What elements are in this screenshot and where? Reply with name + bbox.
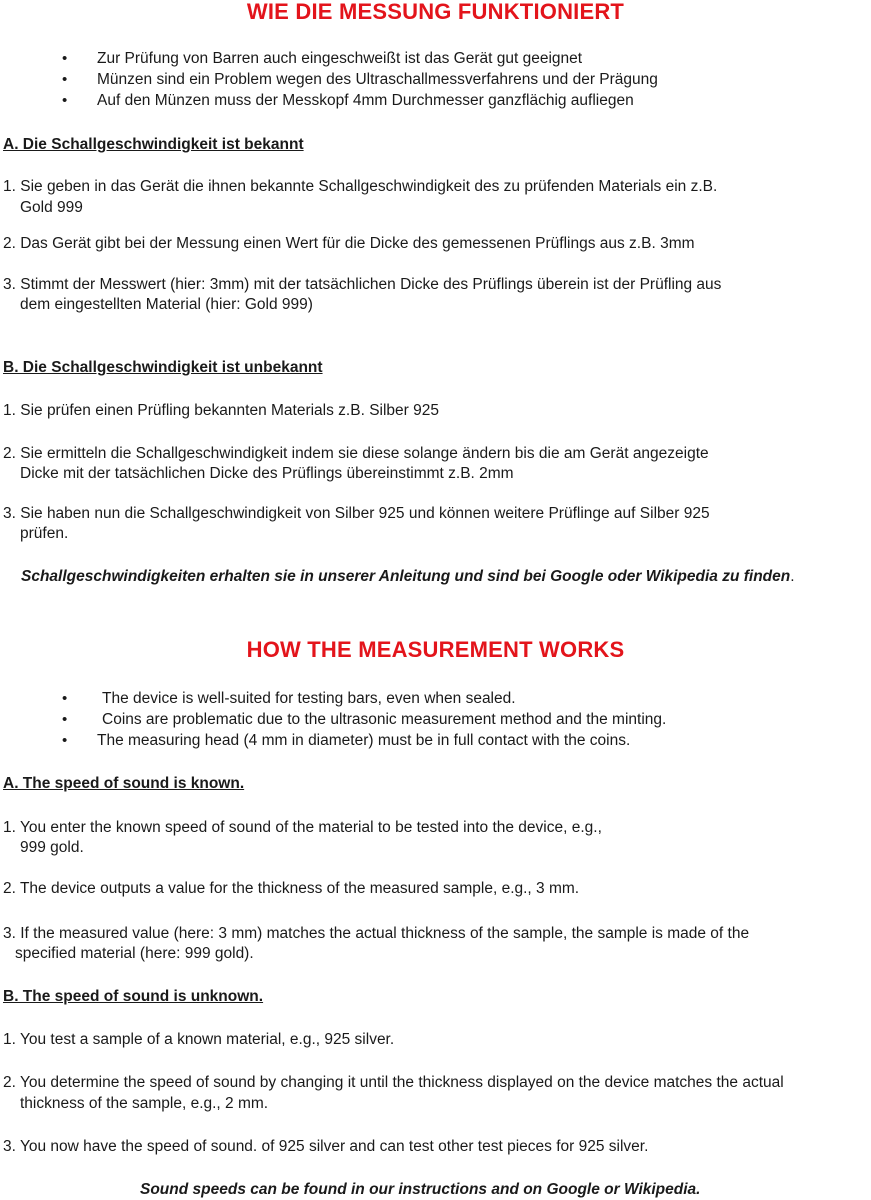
bullet-icon: •	[62, 690, 68, 707]
bullet-icon: •	[62, 92, 68, 109]
en-section-a-heading: A. The speed of sound is known.	[3, 775, 245, 792]
de-a-item-1: 1. Sie geben in das Gerät die ihnen bekannte Schallgeschwindigkeit des zu prüfenden Materials ein z.B.	[3, 178, 718, 195]
en-a-item-1: 1. You enter the known speed of sound of the material to be tested into the device, e.g.,	[3, 819, 602, 836]
de-note-end: .	[790, 568, 795, 585]
de-b-item-1: 1. Sie prüfen einen Prüfling bekannten Materials z.B. Silber 925	[3, 402, 439, 419]
de-a-item-1-cont: Gold 999	[20, 199, 83, 216]
bullet-icon: •	[62, 732, 68, 749]
en-a-item-2: 2. The device outputs a value for the thickness of the measured sample, e.g., 3 mm.	[3, 880, 580, 897]
de-a-item-3: 3. Stimmt der Messwert (hier: 3mm) mit der tatsächlichen Dicke des Prüflings überein ist der Prüfling aus	[3, 276, 722, 293]
de-note	[21, 567, 795, 587]
en-a-item-3: 3. If the measured value (here: 3 mm) matches the actual thickness of the sample, the sample is made of the	[3, 925, 750, 942]
de-b-item-3: 3. Sie haben nun die Schallgeschwindigkeit von Silber 925 und können weitere Prüflinge auf Silber 925	[3, 505, 710, 522]
de-b-item-3-cont: prüfen.	[20, 525, 69, 542]
de-note-text: Schallgeschwindigkeiten erhalten sie in unserer Anleitung und sind bei Google oder Wikipedia zu finden	[21, 568, 791, 585]
bullet-icon: •	[62, 711, 68, 728]
en-a-item-1-cont: 999 gold.	[20, 839, 84, 856]
bullet-icon: •	[62, 71, 68, 88]
en-bullet-3: The measuring head (4 mm in diameter) must be in full contact with the coins.	[97, 732, 631, 749]
de-section-a-heading: A. Die Schallgeschwindigkeit ist bekannt	[3, 136, 304, 153]
de-b-item-2-cont: Dicke mit der tatsächlichen Dicke des Prüflings übereinstimmt z.B. 2mm	[20, 465, 514, 482]
german-title: WIE DIE MESSUNG FUNKTIONIERT	[246, 0, 625, 24]
en-b-item-1: 1. You test a sample of a known material, e.g., 925 silver.	[3, 1031, 395, 1048]
de-bullet-3: Auf den Münzen muss der Messkopf 4mm Durchmesser ganzflächig aufliegen	[97, 92, 634, 109]
en-note: Sound speeds can be found in our instructions and on Google or Wikipedia.	[140, 1181, 701, 1198]
en-bullet-2: Coins are problematic due to the ultrasonic measurement method and the minting.	[102, 711, 667, 728]
en-b-item-2: 2. You determine the speed of sound by changing it until the thickness displayed on the device matches the actual	[3, 1074, 784, 1091]
de-bullet-2: Münzen sind ein Problem wegen des Ultraschallmessverfahrens und der Prägung	[97, 71, 658, 88]
de-b-item-2: 2. Sie ermitteln die Schallgeschwindigkeit indem sie diese solange ändern bis die am Gerät angezeigte	[3, 445, 709, 462]
en-b-item-2-cont: thickness of the sample, e.g., 2 mm.	[20, 1095, 269, 1112]
en-b-item-3: 3. You now have the speed of sound. of 925 silver and can test other test pieces for 925 silver.	[3, 1138, 649, 1155]
de-a-item-2: 2. Das Gerät gibt bei der Messung einen Wert für die Dicke des gemessenen Prüflings aus z.B. 3mm	[3, 235, 695, 252]
english-title: HOW THE MEASUREMENT WORKS	[246, 637, 625, 662]
de-bullet-1: Zur Prüfung von Barren auch eingeschweißt ist das Gerät gut geeignet	[97, 50, 583, 67]
en-bullet-1: The device is well-suited for testing bars, even when sealed.	[102, 690, 516, 707]
en-section-b-heading: B. The speed of sound is unknown.	[3, 988, 264, 1005]
en-a-item-3-cont: specified material (here: 999 gold).	[15, 945, 254, 962]
bullet-icon: •	[62, 50, 68, 67]
de-a-item-3-cont: dem eingestellten Material (hier: Gold 999)	[20, 296, 313, 313]
de-section-b-heading: B. Die Schallgeschwindigkeit ist unbekannt	[3, 359, 323, 376]
